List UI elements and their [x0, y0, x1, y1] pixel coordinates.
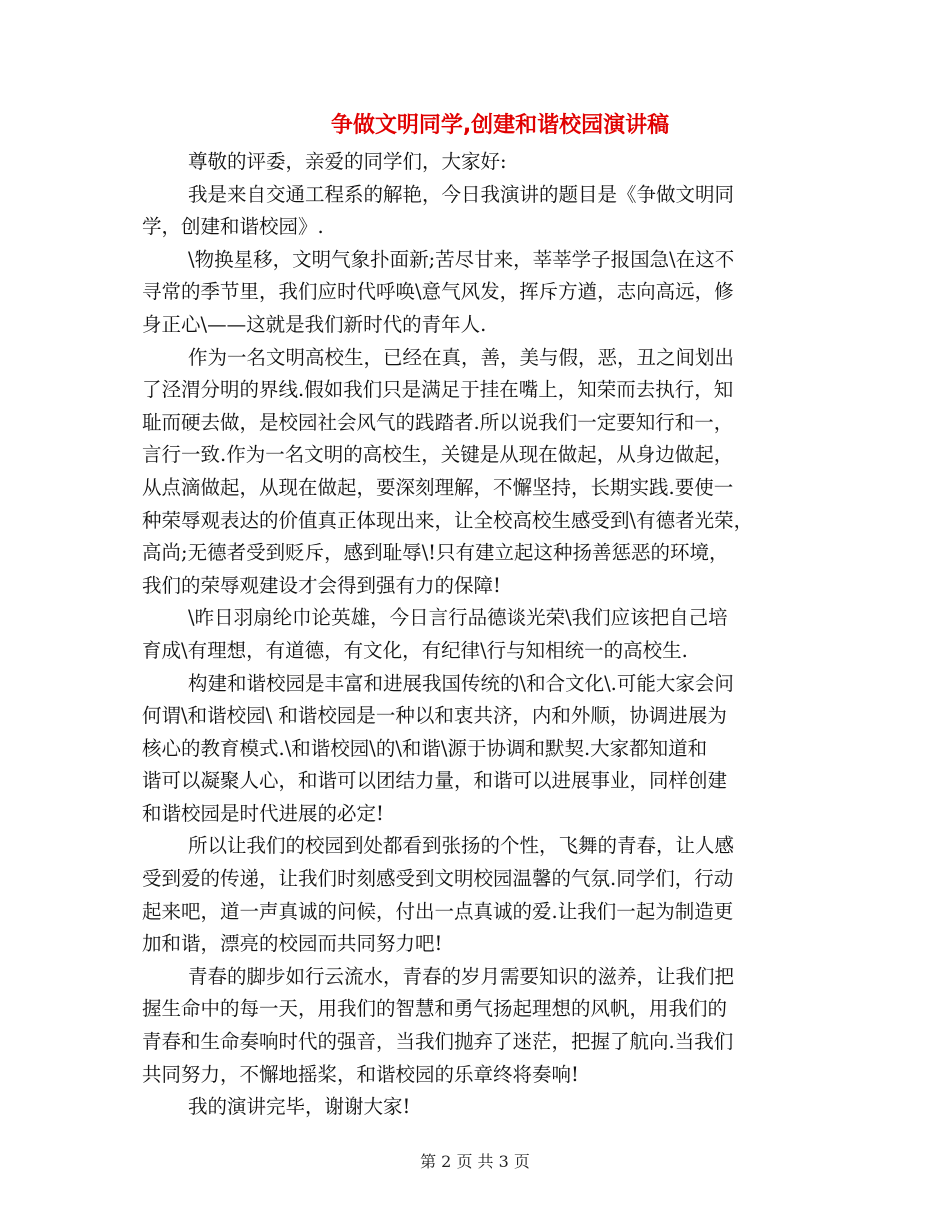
text-line: 受到爱的传递，让我们时刻感受到文明校园温馨的气氛.同学们，行动	[142, 867, 734, 891]
text-line: 身正心\——这就是我们新时代的青年人.	[142, 312, 487, 336]
text-line: 我的演讲完毕，谢谢大家!	[188, 1095, 411, 1119]
text-line: 所以让我们的校园到处都看到张扬的个性，飞舞的青春，让人感	[188, 834, 735, 858]
text-line: 从点滴做起，从现在做起，要深刻理解，不懈坚持，长期实践.要使一	[142, 475, 734, 499]
document-title: 争做文明同学,创建和谐校园演讲稿	[330, 113, 670, 138]
text-line: 何谓\和谐校园\ 和谐校园是一种以和衷共济，内和外顺，协调进展为	[142, 704, 727, 728]
text-line: 握生命中的每一天，用我们的智慧和勇气扬起理想的风帆，用我们的	[142, 997, 728, 1021]
text-line: 青春的脚步如行云流水，青春的岁月需要知识的滋养，让我们把	[188, 964, 735, 988]
text-line: \物换星移，文明气象扑面新;苦尽甘来，莘莘学子报国急\在这不	[188, 247, 735, 271]
text-line: 谐可以凝聚人心，和谐可以团结力量，和谐可以进展事业，同样创建	[142, 769, 728, 793]
text-line: 了泾渭分明的界线.假如我们只是满足于挂在嘴上，知荣而去执行，知	[142, 378, 734, 402]
text-line: 种荣辱观表达的价值真正体现出来，让全校高校生感受到\有德者光荣，	[142, 508, 754, 532]
text-line: 言行一致.作为一名文明的高校生，关键是从现在做起，从身边做起，	[142, 443, 734, 467]
text-line: 加和谐，漂亮的校园而共同努力吧!	[142, 932, 443, 956]
text-line: 育成\有理想，有道德，有文化，有纪律\行与知相统一的高校生.	[142, 638, 688, 662]
text-line: 核心的教育模式.\和谐校园\的\和谐\源于协调和默契.大家都知道和	[142, 736, 708, 760]
text-line: 寻常的季节里，我们应时代呼唤\意气风发，挥斥方遒，志向高远，修	[142, 280, 734, 304]
text-line: 和谐校园是时代进展的必定!	[142, 801, 384, 825]
text-line: \昨日羽扇纶巾论英雄，今日言行品德谈光荣\我们应该把自己培	[188, 606, 728, 630]
text-line: 共同努力，不懈地摇桨，和谐校园的乐章终将奏响!	[142, 1062, 579, 1086]
page-footer: 第 2 页 共 3 页	[420, 1152, 530, 1171]
text-line: 耻而硬去做，是校园社会风气的践踏者.所以说我们一定要知行和一，	[142, 410, 734, 434]
text-line: 高尚;无德者受到贬斥，感到耻辱\!只有建立起这种扬善惩恶的环境，	[142, 541, 729, 565]
text-line: 青春和生命奏响时代的强音，当我们抛弃了迷茫，把握了航向.当我们	[142, 1030, 734, 1054]
speech-body	[142, 146, 822, 1124]
text-line: 学，创建和谐校园》.	[142, 215, 324, 239]
text-line: 我们的荣辱观建设才会得到强有力的保障!	[142, 573, 501, 597]
text-line: 构建和谐校园是丰富和进展我国传统的\和合文化\.可能大家会问	[188, 671, 734, 695]
text-line: 尊敬的评委，亲爱的同学们，大家好:	[188, 150, 507, 173]
text-line: 起来吧，道一声真诚的问候，付出一点真诚的爱.让我们一起为制造更	[142, 899, 734, 923]
text-line: 我是来自交通工程系的解艳，今日我演讲的题目是《争做文明同	[188, 182, 735, 206]
text-line: 作为一名文明高校生，已经在真，善，美与假，恶，丑之间划出	[188, 345, 735, 369]
